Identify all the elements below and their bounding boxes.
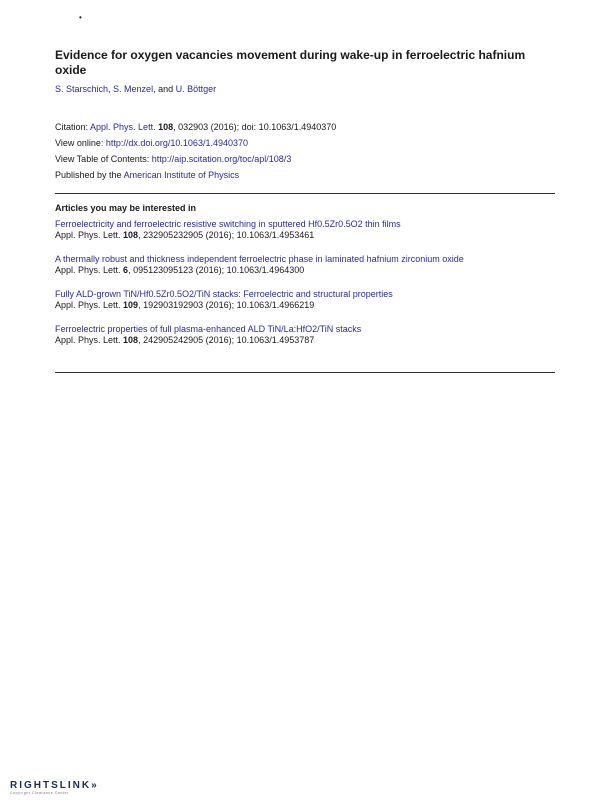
related-article-volume: 109 (123, 300, 139, 310)
article-title: Evidence for oxygen vacancies movement during wake-up in ferroelectric hafnium oxide (55, 48, 526, 77)
double-chevron-right-icon: » (91, 780, 97, 791)
related-article-journal: Appl. Phys. Lett. (55, 300, 124, 310)
related-article-4 (55, 324, 555, 346)
author-link-1[interactable]: S. Starschich (55, 84, 109, 94)
view-online-link[interactable]: http://dx.doi.org/10.1063/1.4940370 (105, 138, 248, 148)
related-article-details: , 095123095123 (2016); 10.1063/1.4964300 (128, 265, 305, 275)
view-toc-link[interactable]: http://aip.scitation.org/toc/apl/108/3 (151, 154, 292, 164)
view-online-label: View online: (55, 138, 106, 148)
related-article-volume: 108 (123, 230, 139, 240)
published-by-line (55, 167, 336, 183)
stray-dot: • (79, 13, 82, 22)
related-articles-heading: Articles you may be interested in (55, 203, 197, 213)
author-link-2[interactable]: S. Menzel (113, 84, 154, 94)
author-separator-1: , (108, 84, 114, 94)
related-article-journal: Appl. Phys. Lett. (55, 230, 124, 240)
divider-top (55, 193, 555, 194)
publisher-link[interactable]: American Institute of Physics (123, 170, 240, 180)
journal-link[interactable]: Appl. Phys. Lett. (90, 122, 156, 132)
view-online-line (55, 135, 336, 151)
citation-line (55, 119, 336, 135)
related-articles-list (55, 219, 555, 359)
divider-bottom (55, 372, 555, 373)
rightslink-tagline: Copyright Clearance Center (10, 791, 69, 795)
citation-label: Citation: (55, 122, 91, 132)
rightslink-logo-text: RIGHTSLINK (10, 780, 92, 791)
related-article-title-link[interactable]: Ferroelectric properties of full plasma-enhanced ALD TiN/La:HfO2/TiN stacks (55, 324, 362, 334)
author-list (55, 84, 216, 95)
article-metadata (55, 119, 336, 183)
related-article-2 (55, 254, 555, 276)
view-toc-line (55, 151, 336, 167)
related-article-1 (55, 219, 555, 241)
citation-volume: 108 (158, 122, 174, 132)
citation-details: , 032903 (2016); doi: 10.1063/1.4940370 (173, 122, 337, 132)
related-article-details: , 242905242905 (2016); 10.1063/1.4953787 (138, 335, 315, 345)
related-article-citation (55, 265, 555, 276)
related-article-citation (55, 335, 555, 346)
related-article-title-link[interactable]: Ferroelectricity and ferroelectric resistive switching in sputtered Hf0.5Zr0.5O2 thin films (55, 219, 401, 229)
rightslink-logo[interactable] (10, 780, 97, 796)
related-article-volume: 108 (123, 335, 139, 345)
view-toc-label: View Table of Contents: (55, 154, 152, 164)
related-article-title-link[interactable]: Fully ALD-grown TiN/Hf0.5Zr0.5O2/TiN stacks: Ferroelectric and structural properties (55, 289, 393, 299)
related-article-citation (55, 300, 555, 311)
related-article-citation (55, 230, 555, 241)
related-article-volume: 6 (123, 265, 129, 275)
published-by-label: Published by the (55, 170, 124, 180)
related-article-3 (55, 289, 555, 311)
related-article-details: , 232905232905 (2016); 10.1063/1.4953461 (138, 230, 315, 240)
related-article-journal: Appl. Phys. Lett. (55, 335, 124, 345)
author-link-3[interactable]: U. Böttger (175, 84, 217, 94)
author-separator-2: , and (153, 84, 176, 94)
related-article-title-link[interactable]: A thermally robust and thickness independent ferroelectric phase in laminated hafnium zirconium oxide (55, 254, 464, 264)
related-article-journal: Appl. Phys. Lett. (55, 265, 124, 275)
related-article-details: , 192903192903 (2016); 10.1063/1.4966219 (138, 300, 315, 310)
